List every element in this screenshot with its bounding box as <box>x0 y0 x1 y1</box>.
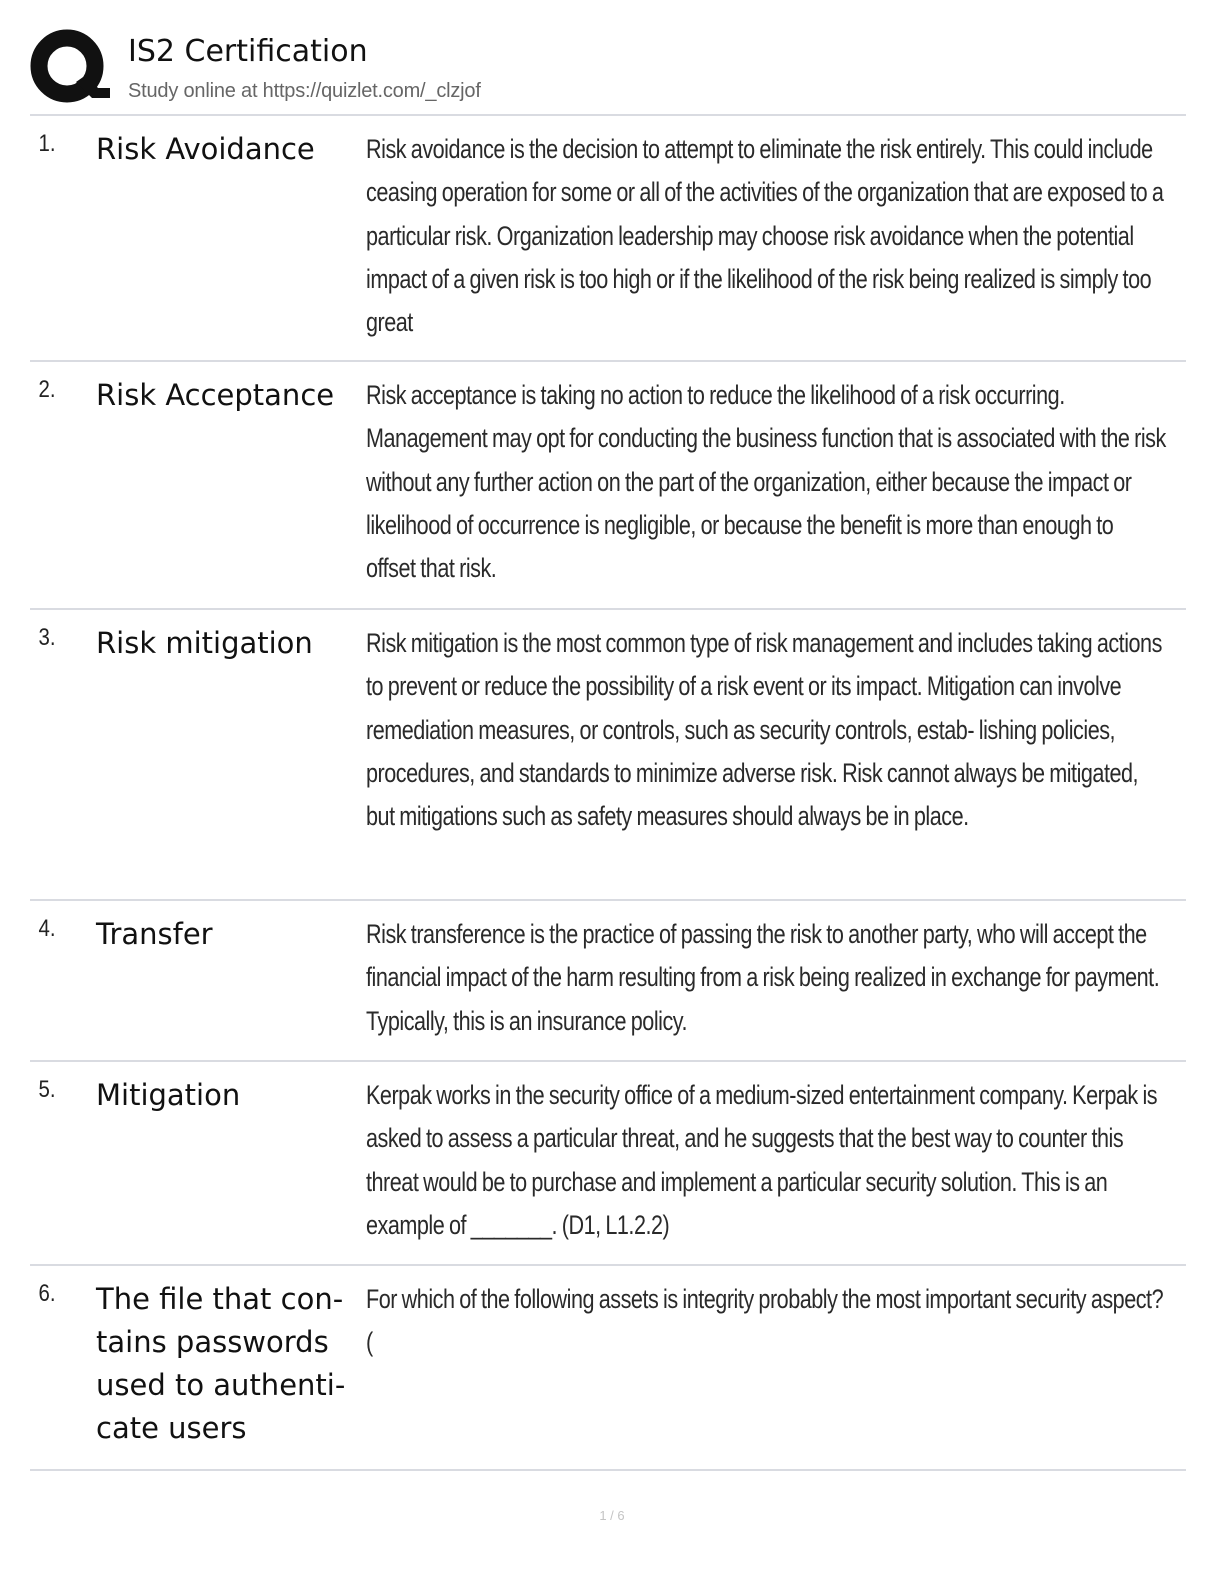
page-number: 1 / 6 <box>599 1508 625 1523</box>
card-definition-text: Risk avoidance is the decision to attempt to eliminate the risk entirely. This could include ceasing operation for some or all of the activities of the organization that are exposed to a particular risk. Organization leadership may choose risk avoidance when the potential impact of a given risk is too high or if the likelihood of the risk being realized is simply too great <box>366 134 1164 338</box>
flashcard-list <box>30 116 1186 1471</box>
card-term: Risk mitigation <box>96 626 313 660</box>
quizlet-logo-icon <box>30 28 110 108</box>
card-definition <box>366 116 1224 360</box>
card-definition-text: Kerpak works in the security office of a medium-sized entertainment company. Kerpak is asked to assess a particular threat, and he suggests that the best way to counter this threat would be to purchase and implement a particular security solution. This is an example of _______. (D1, L1.2.2) <box>366 1080 1158 1240</box>
card-definition-text: Risk transference is the practice of passing the risk to another party, who will accept the financial impact of the harm resulting from a risk being realized in exchange for payment. Typically, this is an insurance policy. <box>366 919 1160 1036</box>
page-header <box>30 28 1186 114</box>
card-number: 2. <box>38 376 56 403</box>
card-definition <box>366 610 1224 899</box>
card-term: Mitigation <box>96 1078 241 1112</box>
study-online-link[interactable]: Study online at https://quizlet.com/_clzjof <box>128 80 481 102</box>
card-number: 1. <box>38 130 56 157</box>
card-term: Risk Avoidance <box>96 132 315 166</box>
card-definition <box>366 362 1224 608</box>
flashcard-row <box>30 610 1186 901</box>
card-number: 6. <box>38 1280 56 1307</box>
card-term: Transfer <box>96 917 213 951</box>
card-number: 5. <box>38 1076 56 1103</box>
card-number: 3. <box>38 624 56 651</box>
card-term: Risk Acceptance <box>96 378 335 412</box>
flashcard-row <box>30 362 1186 610</box>
card-definition <box>366 1062 1224 1264</box>
flashcard-row <box>30 901 1186 1062</box>
card-definition <box>366 901 1224 1060</box>
card-definition-text: Risk acceptance is taking no action to reduce the likelihood of a risk occurring. Management may opt for conducting the business function that is associated with the risk without any further action on the part of the organization, either because the impact or likelihood of occurrence is negligible, or because the benefit is more than enough to offset that risk. <box>366 380 1166 584</box>
set-title: IS2 Certification <box>128 34 368 69</box>
card-number: 4. <box>38 915 56 942</box>
card-term: The file that con- tains passwords used to authenti- cate users <box>96 1282 346 1445</box>
card-definition-text: For which of the following assets is integrity probably the most important security aspect? ( <box>366 1284 1164 1358</box>
card-definition-text: Risk mitigation is the most common type of risk management and includes taking actions to prevent or reduce the possibility of a risk event or its impact. Mitigation can involve remediation measures, or controls, such as security controls, estab- lishing policies, procedures, and standards to minimize adverse risk. Risk cannot always be mitigated, but mitigations such as safety measures should always be in place. <box>366 628 1162 832</box>
flashcard-row <box>30 1266 1186 1471</box>
flashcard-row <box>30 1062 1186 1266</box>
flashcard-row <box>30 116 1186 362</box>
card-definition <box>366 1266 1224 1469</box>
